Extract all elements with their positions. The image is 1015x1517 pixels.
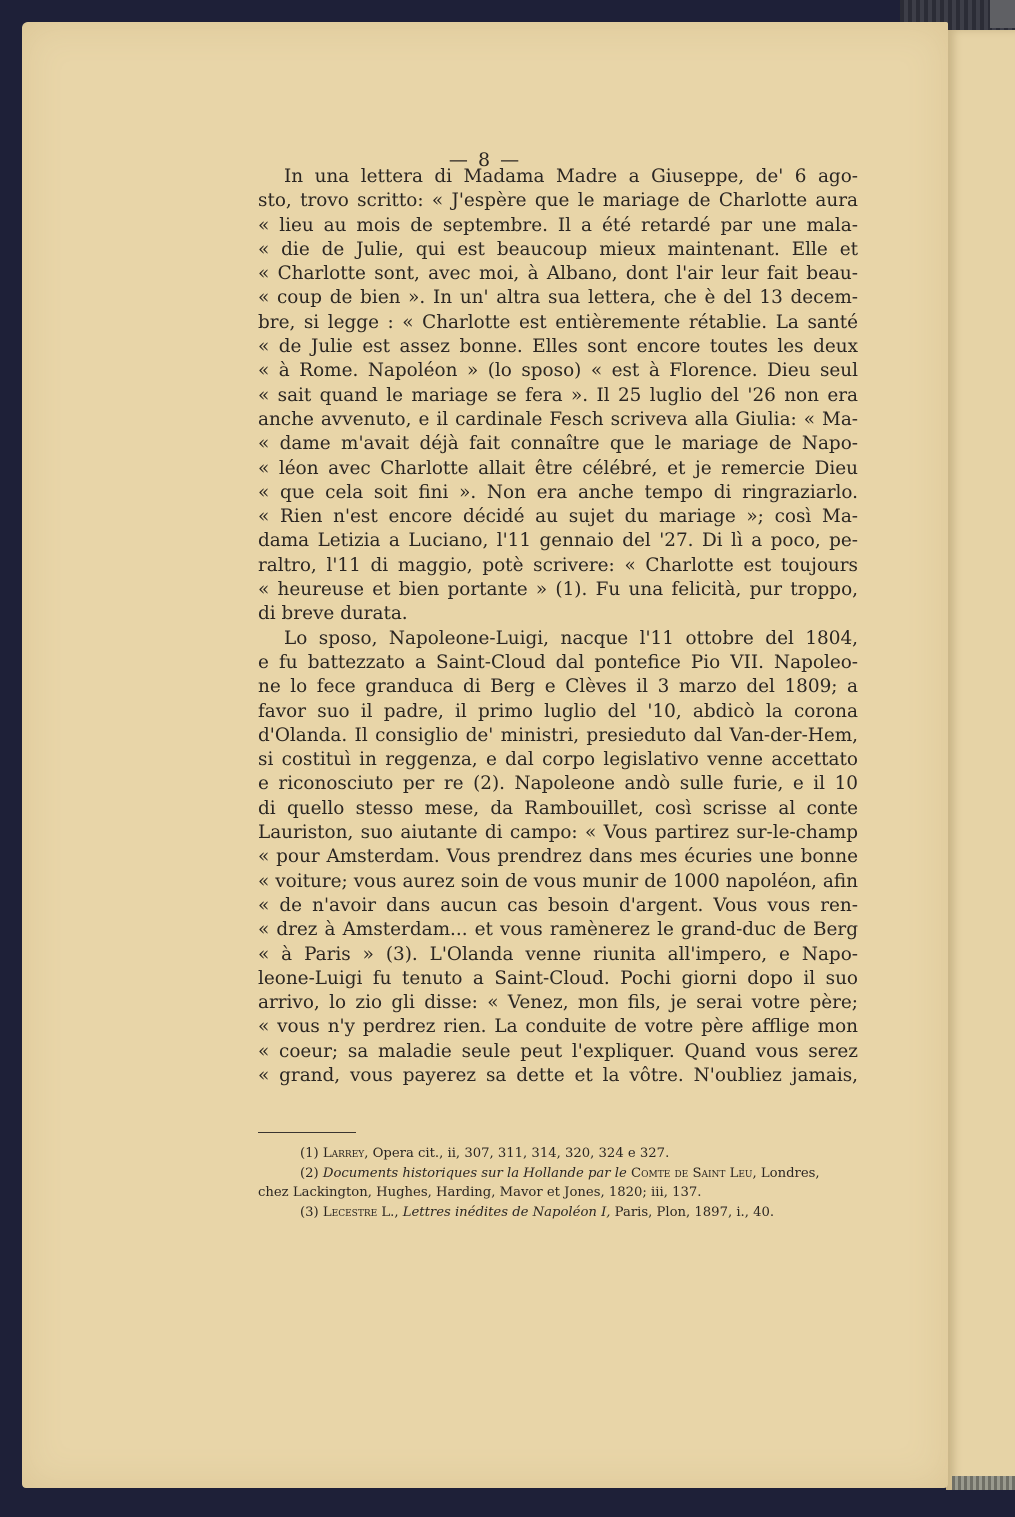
footnote-2-continuation: chez Lackington, Hughes, Harding, Mavor et Jones, 1820; iii, 137. (258, 1185, 702, 1200)
text-line: « sait quand le mariage se fera ». Il 25 luglio del '26 non era (258, 384, 858, 406)
footnote-author: Comte de Saint Leu (631, 1165, 753, 1181)
text-line: « vous n'y perdrez rien. La conduite de votre père afflige mon (258, 1016, 858, 1038)
footnote-marker: (3) (300, 1204, 319, 1220)
text-line: « de Julie est assez bonne. Elles sont encore toutes les deux (258, 336, 858, 358)
text-line: In una lettera di Madama Madre a Giuseppe, de' 6 ago- (284, 166, 858, 187)
footnote-marker: (1) (300, 1146, 319, 1161)
footnote-text: Paris, Plon, 1897, i., 40. (610, 1204, 775, 1220)
backdrop-corner (990, 0, 1015, 28)
text-line: « voiture; vous aurez soin de vous munir de 1000 napoléon, afin (258, 870, 858, 892)
footnote-text: L., (377, 1204, 403, 1220)
text-line: « drez à Amsterdam... et vous ramènerez le grand-duc de Berg (258, 919, 858, 941)
text-line: « que cela soit fini ». Non era anche tempo di ringraziarlo. (258, 481, 858, 503)
footnote-author: Lecestre (322, 1204, 378, 1220)
text-line: « Rien n'est encore décidé au sujet du mariage »; così Ma- (258, 506, 858, 528)
footnote-2 (258, 1164, 858, 1184)
backdrop-weave-bottom (952, 1476, 1015, 1490)
page-number: — 8 — (448, 149, 522, 171)
text-line: raltro, l'11 di maggio, potè scrivere: « Charlotte est toujours (258, 554, 858, 576)
text-line: « heureuse et bien portante » (1). Fu una felicità, pur troppo, (258, 579, 858, 601)
text-line: Lauriston, suo aiutante di campo: « Vous partirez sur-le-champ (258, 822, 858, 844)
footnote-1 (258, 1144, 858, 1164)
text-line: « de n'avoir dans aucun cas besoin d'argent. Vous vous ren- (258, 894, 858, 916)
text-line: « à Paris » (3). L'Olanda venne riunita all'impero, e Napo- (258, 943, 858, 965)
footnote-text: , Opera cit., ii, 307, 311, 314, 320, 324 e 327. (364, 1146, 670, 1161)
text-line: « dame m'avait déjà fait connaître que le mariage de Napo- (258, 433, 858, 455)
text-line: « coup de bien ». In un' altra sua lettera, che è del 13 decem- (258, 287, 858, 309)
text-line: « lieu au mois de septembre. Il a été retardé par une mala- (258, 214, 858, 236)
text-line: favor suo il padre, il primo luglio del '10, abdicò la corona (258, 700, 858, 722)
text-line: dama Letizia a Luciano, l'11 gennaio del '27. Di lì a poco, pe- (258, 530, 858, 552)
text-line: « léon avec Charlotte allait être célébré, et je remercie Dieu (258, 457, 858, 479)
body-text (258, 165, 858, 1088)
footnote-marker: (2) (300, 1165, 319, 1181)
footnote-title: Lettres inédites de Napoléon I, (402, 1204, 611, 1220)
text-line: « die de Julie, qui est beaucoup mieux maintenant. Elle et (258, 238, 858, 260)
text-line: « pour Amsterdam. Vous prendrez dans mes écuries une bonne (258, 846, 858, 868)
text-line: sto, trovo scritto: « J'espère que le mariage de Charlotte aura (258, 190, 858, 212)
text-line: « à Rome. Napoléon » (lo sposo) « est à Florence. Dieu seul (258, 360, 858, 382)
text-line: « coeur; sa maladie seule peut l'expliquer. Quand vous serez (258, 1040, 858, 1062)
text-line: di breve durata. (258, 603, 408, 625)
text-line: arrivo, lo zio gli disse: « Venez, mon fils, je serai votre père; (258, 992, 858, 1014)
footnote-3 (258, 1203, 858, 1223)
text-line: Lo sposo, Napoleone-Luigi, nacque l'11 ottobre del 1804, (284, 627, 858, 649)
footnotes (258, 1144, 858, 1222)
footnote-divider (258, 1132, 356, 1133)
text-line: e fu battezzato a Saint-Cloud dal pontefice Pio VII. Napoleo- (258, 651, 858, 673)
text-line: si costituì in reggenza, e dal corpo legislativo venne accettato (258, 749, 858, 771)
text-line: di quello stesso mese, da Rambouillet, così scrisse al conte (258, 797, 858, 819)
footnote-author: Larrey (322, 1146, 365, 1161)
text-line: bre, si legge : « Charlotte est entièremente rétablie. La santé (258, 311, 858, 333)
text-line: d'Olanda. Il consiglio de' ministri, presieduto dal Van-der-Hem, (258, 724, 858, 746)
text-line: leone-Luigi fu tenuto a Saint-Cloud. Pochi giorni dopo il suo (258, 967, 858, 989)
text-line: anche avvenuto, e il cardinale Fesch scriveva alla Giulia: « Ma- (258, 408, 858, 430)
adjacent-page-edge (946, 30, 1015, 1490)
footnote-text: , Londres, (752, 1165, 820, 1181)
footnote-title: Documents historiques sur la Hollande par le (322, 1165, 627, 1181)
text-line: « grand, vous payerez sa dette et la vôtre. N'oubliez jamais, (258, 1064, 858, 1086)
text-line: e riconosciuto per re (2). Napoleone andò sulle furie, e il 10 (258, 773, 858, 795)
text-line: « Charlotte sont, avec moi, à Albano, dont l'air leur fait beau- (258, 263, 858, 285)
text-line: ne lo fece granduca di Berg e Clèves il 3 marzo del 1809; a (258, 676, 858, 698)
